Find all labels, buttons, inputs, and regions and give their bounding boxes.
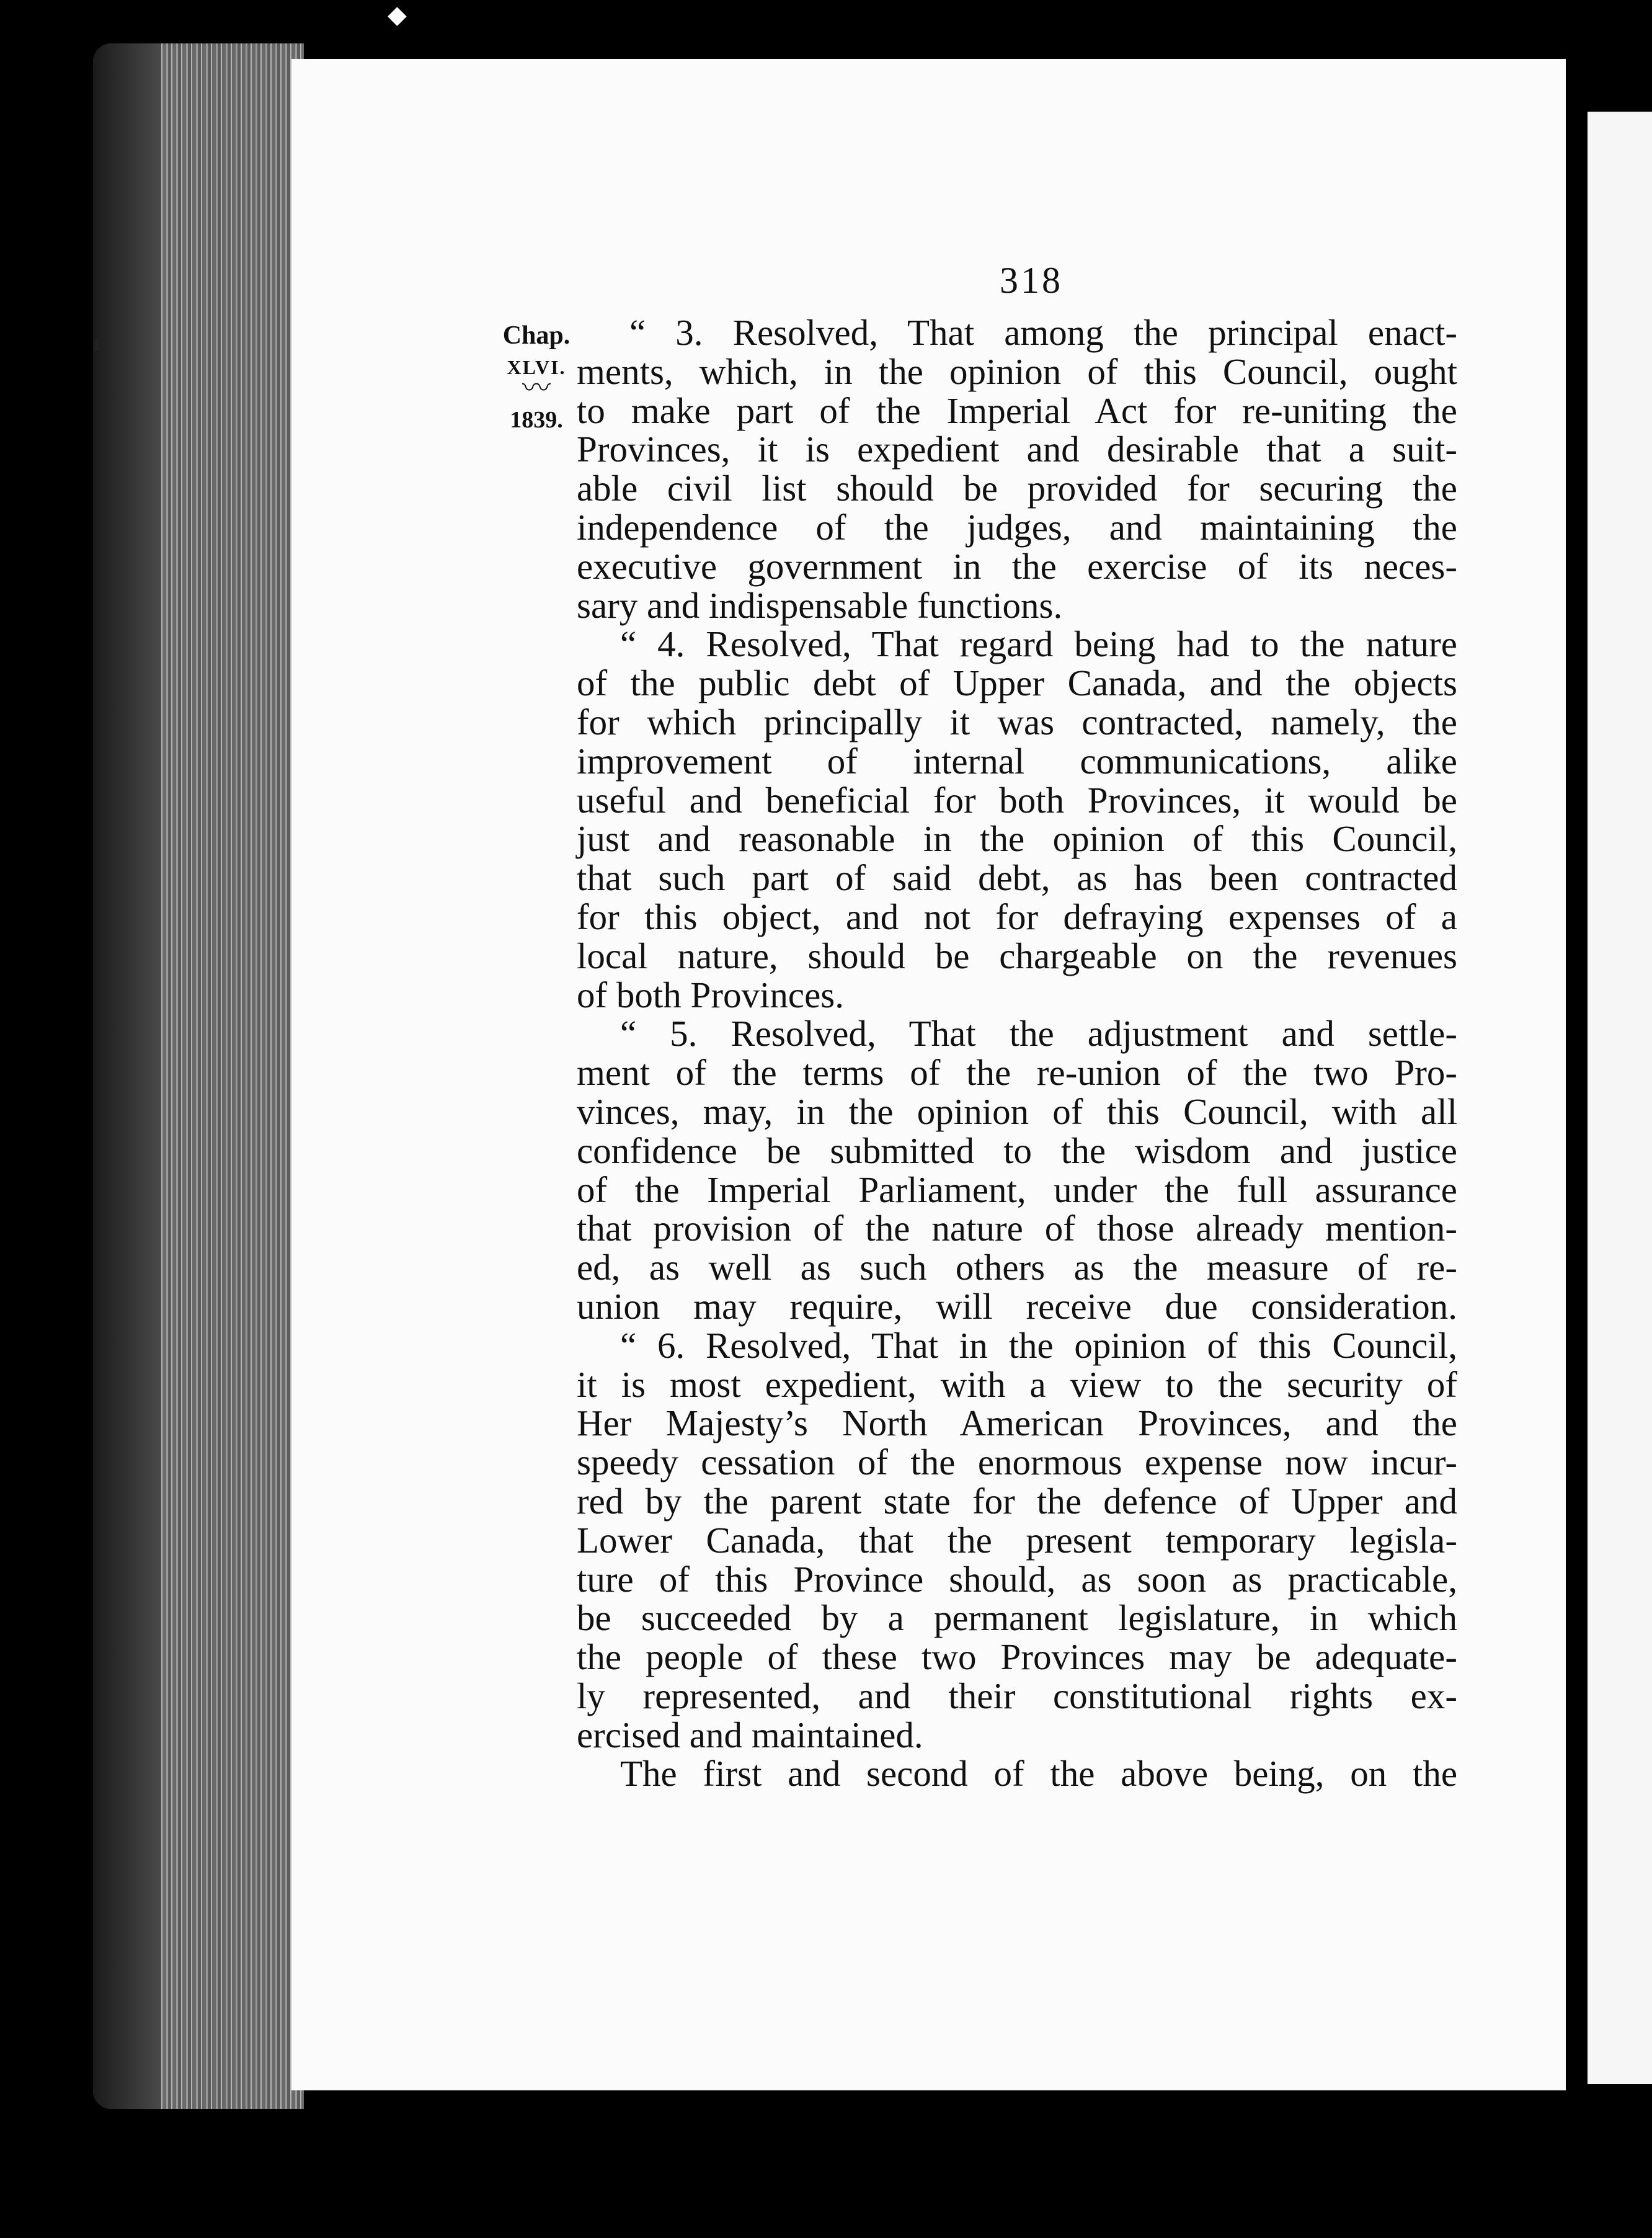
text-line: that such part of said debt, as has been contracted [577,857,1457,899]
text-line: speedy cessation of the enormous expense now incur- [577,1442,1457,1483]
text-line: local nature, should be chargeable on the revenues [577,935,1457,976]
text-line: union may require, will receive due consideration. [577,1285,1457,1327]
text-line: able civil list should be provided for securing the [577,468,1457,509]
text-line: ercised and maintained. [577,1714,923,1755]
text-line: red by the parent state for the defence of Upper and [577,1480,1457,1522]
text-line: Provinces, it is expedient and desirable that a suit- [577,429,1457,470]
text-line: the people of these two Provinces may be adequate- [577,1636,1457,1678]
text-line: improvement of internal communications, alike [577,740,1457,782]
page-number: 318 [1000,260,1063,301]
text-line: vinces, may, in the opinion of this Council, with all [577,1090,1457,1132]
margin-year: 1839. [510,406,563,433]
text-line: of both Provinces. [577,974,844,1015]
text-line: Lower Canada, that the present temporary legisla- [577,1519,1457,1561]
text-line: The first and second of the above being, on the [620,1753,1457,1794]
text-line: ly represented, and their constitutional rights ex- [577,1675,1457,1716]
text-line: that provision of the nature of those already mention- [577,1208,1457,1249]
text-line: of the Imperial Parliament, under the full assurance [577,1169,1457,1210]
text-line: confidence be submitted to the wisdom and justice [577,1130,1457,1171]
text-line: ments, which, in the opinion of this Council, ought [577,350,1457,392]
text-line: ment of the terms of the re-union of the two Pro- [577,1052,1457,1094]
text-line: be succeeded by a permanent legislature, in which [577,1597,1457,1639]
body-text [577,313,1457,1793]
text-line: it is most expedient, with a view to the security of [577,1363,1457,1405]
margin-artifact-mark: ɾ [93,326,104,357]
scan-artifact-mark: ◆ [388,1,407,29]
text-line: ture of this Province should, as soon as practicable, [577,1558,1457,1600]
text-line: ed, as well as such others as the measure of re- [577,1247,1457,1288]
text-line: for which principally it was contracted, namely, the [577,701,1457,742]
margin-chapter-number: XLVI. [507,356,566,378]
text-line: just and reasonable in the opinion of this Council, [577,818,1457,860]
text-line: Her Majesty’s North American Provinces, and the [577,1402,1457,1444]
text-line: sary and indispensable functions. [577,584,1063,626]
text-line: useful and beneficial for both Provinces, it would be [577,779,1457,821]
text-line: of the public debt of Upper Canada, and the objects [577,662,1457,704]
text-line: “ 5. Resolved, That the adjustment and settle- [620,1013,1457,1054]
text-line: for this object, and not for defraying expenses of a [577,896,1457,937]
margin-note [490,323,583,432]
text-line: independence of the judges, and maintaining the [577,506,1457,548]
text-line: “ 3. Resolved, That among the principal enact- [629,312,1457,353]
margin-chapter-label: Chap. [502,321,571,350]
text-line: “ 4. Resolved, That regard being had to the nature [620,623,1457,665]
text-line: “ 6. Resolved, That in the opinion of this Council, [620,1324,1457,1366]
text-line: to make part of the Imperial Act for re-uniting the [577,390,1457,431]
facing-page-edge [1588,112,1652,2084]
margin-flourish: 〰 [522,372,551,404]
text-line: executive government in the exercise of its neces- [577,545,1457,587]
